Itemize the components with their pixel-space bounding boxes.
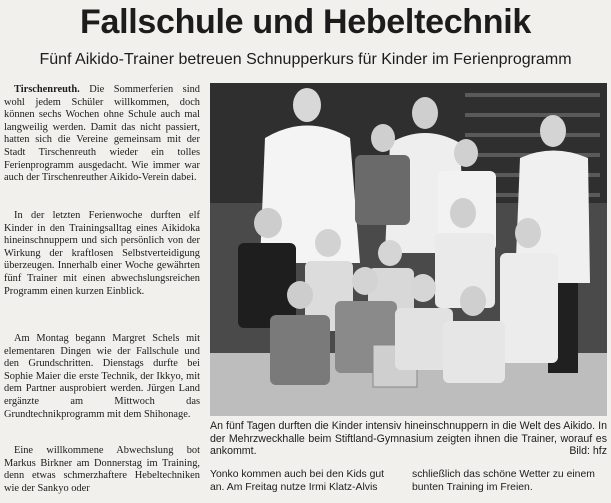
article-column-2: Yonko kommen auch bei den Kids gut an. Am Freitag nutze Irmi Klatz-Alvis [210,469,385,493]
paragraph-4: Eine willkommene Abwechslung bot Markus Birkner am Donnerstag im Training, denn etwas schmerzhaftere Hebeltechniken wie der Sankyo oder [4,445,200,494]
paragraph-3: Am Montag begann Margret Schels mit elementaren Dingen wie der Fallschule und den Grundschritten. Dienstags durfte bei Sophie Maier die erste Technik, der Ikkyo, mit dem Partner ausprobiert werden. Jürgen Land ergänzte am Mittwoch das Grundtechnikprogramm mit dem Shihonage. [4,333,200,420]
dateline: Tirschenreuth. [14,84,80,95]
article-column-3: schließlich das schöne Wetter zu einem bunten Training im Freien. [412,469,595,493]
article-column-1d [4,445,200,495]
photo-caption [210,420,607,458]
paragraph-1-text: Die Sommerferien sind wohl jedem Schüler willkommen, doch können sechs Wochen ohne Schule auch mal langweilig werden. Damit das nicht passiert, hatten sich die Vereine gemeinsam mit der Stadt Tirschenreuth wieder ein tolles Ferienprogramm ausgedacht. Wie immer war auch der Tirschenreuther Aikido-Verein dabei. [4,84,200,184]
article-column-1c [4,333,200,421]
caption-text: An fünf Tagen durften die Kinder intensiv hineinschnuppern in die Welt des Aikido. In der Mehrzweckhalle beim Stiftland-Gymnasium zeigten ihnen die Trainer, worauf es ankommt. [210,420,607,457]
subheadline: Fünf Aikido-Trainer betreuen Schnupperkurs für Kinder im Ferienprogramm [39,51,572,68]
paragraph-2: In der letzten Ferienwoche durften elf Kinder in den Trainingsalltag eines Aikidoka hineinschnuppern und sich persönlich von der Wirkung der kraftlosen Selbstverteidigung überzeugen. Innerhalb einer Woche gewährten fünf Trainer mit einen abwechslungsreichen Programm einen kurzen Einblick. [4,210,200,297]
headline: Fallschule und Hebeltechnik [80,3,531,41]
paragraph-1 [4,84,200,185]
group-photo [210,83,607,416]
photo-credit: Bild: hfz [569,445,607,457]
article-column-1b [4,210,200,298]
group-photo-illustration [210,83,607,416]
article-column-1 [4,84,200,185]
